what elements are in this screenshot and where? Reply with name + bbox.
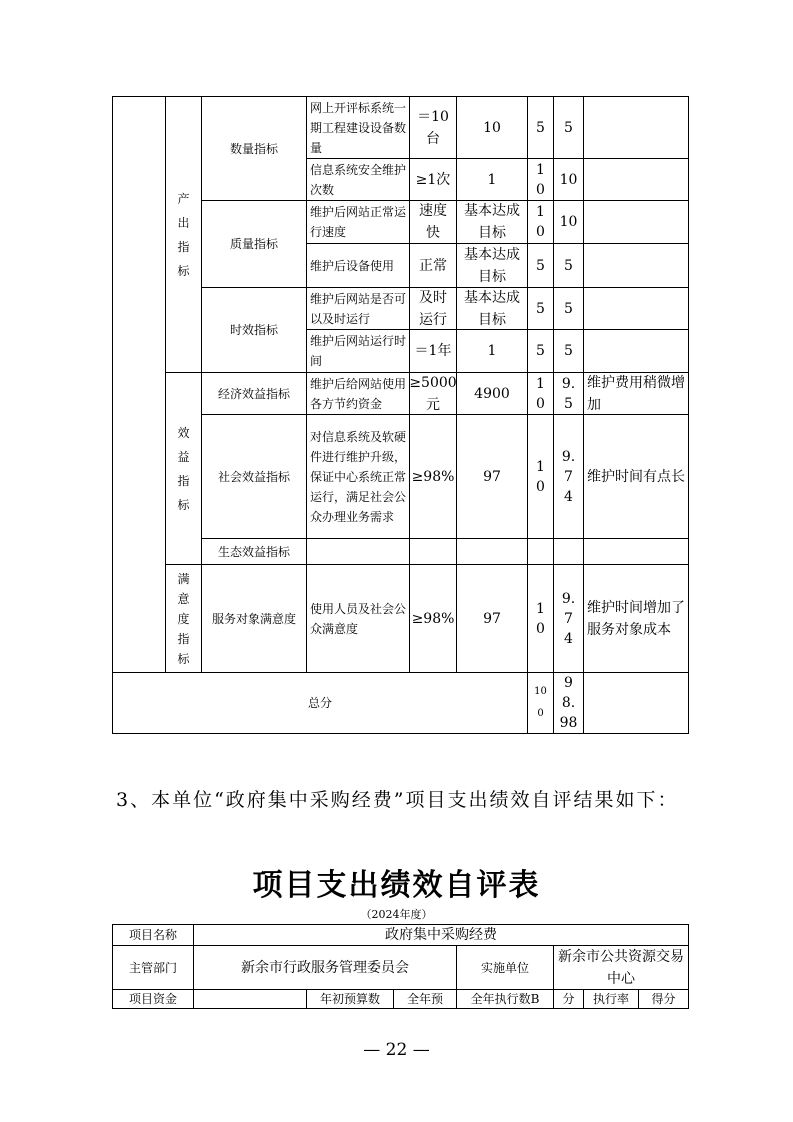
funds-blank [193,989,307,1009]
target-cell: ＝1年 [409,329,457,373]
col-score-unit: 分 [553,989,584,1009]
actual-cell: 97 [456,564,528,673]
section-paragraph: 3、本单位“政府集中采购经费”项目支出绩效自评结果如下： [116,789,679,811]
col-exec: 全年执行数B [456,989,554,1009]
reason-cell [583,287,689,330]
weight-cell: 5 [527,243,554,288]
blank-outer-column [112,96,166,673]
sub-social: 社会效益指标 [201,414,307,539]
funds-label: 项目资金 [112,989,194,1009]
score-cell: 10 [553,200,584,244]
target-cell: 及时运行 [409,287,457,330]
indicator-cell: 维护后给网站使用各方节约资金 [306,372,410,415]
reason-cell: 维护费用稍微增加 [583,372,689,415]
actual-cell: 10 [456,96,528,159]
target-cell: 正常 [409,243,457,288]
project-name-label: 项目名称 [112,924,194,946]
indicator-cell: 维护后设备使用 [306,243,410,288]
dept-label: 主管部门 [112,945,194,990]
page-title: 项目支出绩效自评表 [252,868,541,903]
indicator-cell [306,538,410,565]
col-fullyear: 全年预 [393,989,457,1009]
year-label: （2024年度） [360,908,433,921]
weight-cell: 5 [527,329,554,373]
reason-cell: 维护时间增加了服务对象成本 [583,564,689,673]
actual-cell: 基本达成目标 [456,243,528,288]
col-score: 得分 [638,989,689,1009]
total-label: 总分 [112,672,528,734]
score-cell: 9.74 [553,414,584,539]
target-cell: ＝10台 [409,96,457,159]
actual-cell: 97 [456,414,528,539]
reason-cell [583,200,689,244]
total-reason [583,672,689,734]
target-cell: ≥98% [409,414,457,539]
weight-cell: 5 [527,287,554,330]
actual-cell: 基本达成目标 [456,200,528,244]
actual-cell: 4900 [456,372,528,415]
reason-cell [583,243,689,288]
target-cell: ≥1次 [409,158,457,201]
reason-cell [583,96,689,159]
score-cell: 9.5 [553,372,584,415]
target-cell [409,538,457,565]
score-cell [553,538,584,565]
page-number: — 22 — [363,1040,430,1060]
indicator-cell: 网上开评标系统一期工程建设设备数量 [306,96,410,159]
category-effect: 效益指标 [165,372,202,565]
total-score: 98.98 [553,672,584,734]
col-rate: 执行率 [583,989,639,1009]
weight-cell [527,538,554,565]
reason-cell [583,329,689,373]
actual-cell: 1 [456,158,528,201]
sub-timeliness: 时效指标 [201,287,307,373]
indicator-cell: 使用人员及社会公众满意度 [306,564,410,673]
indicator-cell: 维护后网站运行时间 [306,329,410,373]
score-cell: 5 [553,243,584,288]
score-cell: 5 [553,287,584,330]
score-cell: 10 [553,158,584,201]
actual-cell: 1 [456,329,528,373]
impl-value: 新余市公共资源交易中心 [553,945,689,990]
weight-cell: 10 [527,200,554,244]
project-name-value: 政府集中采购经费 [193,924,689,946]
indicator-cell: 信息系统安全维护次数 [306,158,410,201]
weight-cell: 10 [527,372,554,415]
weight-cell: 10 [527,414,554,539]
sub-economic: 经济效益指标 [201,372,307,415]
weight-cell: 10 [527,158,554,201]
sub-ecological: 生态效益指标 [201,538,307,565]
indicator-cell: 对信息系统及软硬件进行维护升级，保证中心系统正常运行，满足社会公众办理业务需求 [306,414,410,539]
reason-cell [583,158,689,201]
weight-cell: 5 [527,96,554,159]
reason-cell [583,538,689,565]
target-cell: ≥5000元 [409,372,457,415]
impl-label: 实施单位 [456,945,554,990]
dept-value: 新余市行政服务管理委员会 [193,945,457,990]
reason-cell: 维护时间有点长 [583,414,689,539]
sub-service-satisfaction: 服务对象满意度 [201,564,307,673]
score-cell: 5 [553,96,584,159]
target-cell: ≥98% [409,564,457,673]
category-satisfaction: 满意度指标 [165,564,202,673]
col-budget: 年初预算数 [306,989,394,1009]
category-output: 产出指标 [165,96,202,373]
score-cell: 9.74 [553,564,584,673]
weight-cell: 10 [527,564,554,673]
sub-quality: 质量指标 [201,200,307,288]
indicator-cell: 维护后网站正常运行速度 [306,200,410,244]
indicator-cell: 维护后网站是否可以及时运行 [306,287,410,330]
actual-cell [456,538,528,565]
score-cell: 5 [553,329,584,373]
total-weight: 100 [527,672,554,734]
target-cell: 速度快 [409,200,457,244]
sub-quantity: 数量指标 [201,96,307,201]
actual-cell: 基本达成目标 [456,287,528,330]
